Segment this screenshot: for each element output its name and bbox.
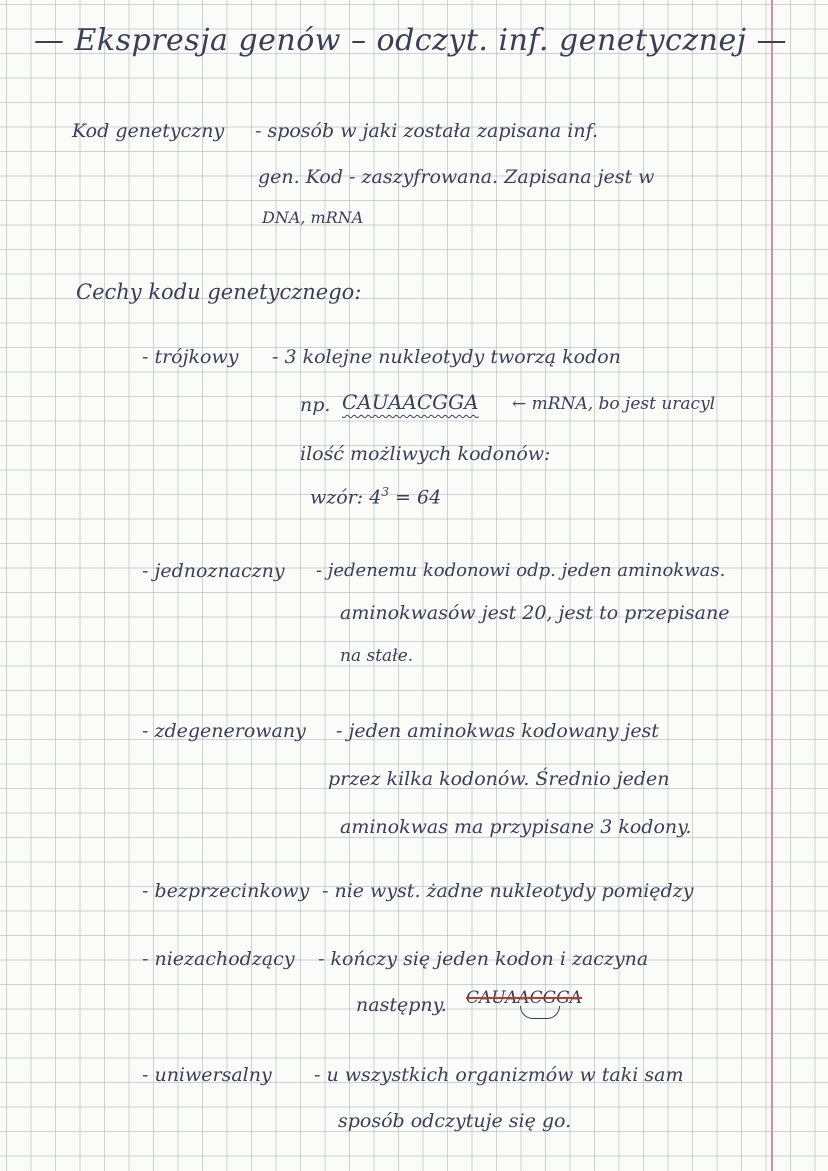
feature-name-bezprzecinkowy: - bezprzecinkowy [142, 880, 310, 902]
crossed-codon-sequence: CAUAACGGA [466, 988, 583, 1008]
feature-zdegenerowany-line-2: przez kilka kodonów. Średnio jeden [328, 768, 670, 790]
formula-prefix: wzór: [310, 486, 364, 509]
example-prefix: np. [300, 394, 331, 416]
feature-trojkowy-line-1: - 3 kolejne nukleotydy tworzą kodon [272, 346, 621, 368]
feature-name-jednoznaczny: - jednoznaczny [142, 560, 285, 582]
feature-jednoznaczny-line-1: - jedenemu kodonowi odp. jeden aminokwas. [316, 560, 726, 581]
page-margin-line [771, 0, 773, 1171]
feature-trojkowy-line-2: ilość możliwych kodonów: [300, 443, 551, 465]
feature-niezachodzacy-line-1: - kończy się jeden kodon i zaczyna [318, 948, 649, 970]
formula-result: = 64 [395, 486, 442, 509]
formula [310, 486, 441, 507]
feature-name-niezachodzacy: - niezachodzący [142, 948, 295, 970]
feature-zdegenerowany-line-3: aminokwas ma przypisane 3 kodony. [340, 816, 692, 838]
formula-exponent: 3 [381, 485, 389, 499]
feature-bezprzecinkowy-line-1: - nie wyst. żadne nukleotydy pomiędzy [322, 880, 694, 902]
formula-base: 4 [369, 486, 382, 509]
feature-uniwersalny-line-1: - u wszystkich organizmów w taki sam [314, 1064, 684, 1086]
definition-line-1: - sposób w jaki została zapisana inf. [255, 120, 599, 142]
overlap-arc [520, 1006, 560, 1019]
page-title: — Ekspresja genów – odczyt. inf. genetycznej — [34, 23, 788, 58]
feature-niezachodzacy-line-2: następny. [356, 994, 447, 1016]
example-codon-sequence: CAUAACGGA [342, 390, 479, 414]
example-note: ← mRNA, bo jest uracyl [512, 394, 716, 414]
definition-term: Kod genetyczny [72, 120, 225, 142]
features-heading: Cechy kodu genetycznego: [76, 280, 362, 304]
feature-name-zdegenerowany: - zdegenerowany [142, 720, 306, 742]
feature-name-uniwersalny: - uniwersalny [142, 1064, 272, 1086]
definition-line-3: DNA, mRNA [262, 208, 364, 227]
feature-jednoznaczny-line-3: na stałe. [340, 646, 414, 666]
feature-zdegenerowany-line-1: - jeden aminokwas kodowany jest [336, 720, 659, 742]
definition-line-2: gen. Kod - zaszyfrowana. Zapisana jest w [258, 166, 655, 188]
feature-jednoznaczny-line-2: aminokwasów jest 20, jest to przepisane [340, 602, 730, 624]
feature-uniwersalny-line-2: sposób odczytuje się go. [338, 1110, 572, 1132]
feature-name-trojkowy: - trójkowy [142, 346, 239, 368]
